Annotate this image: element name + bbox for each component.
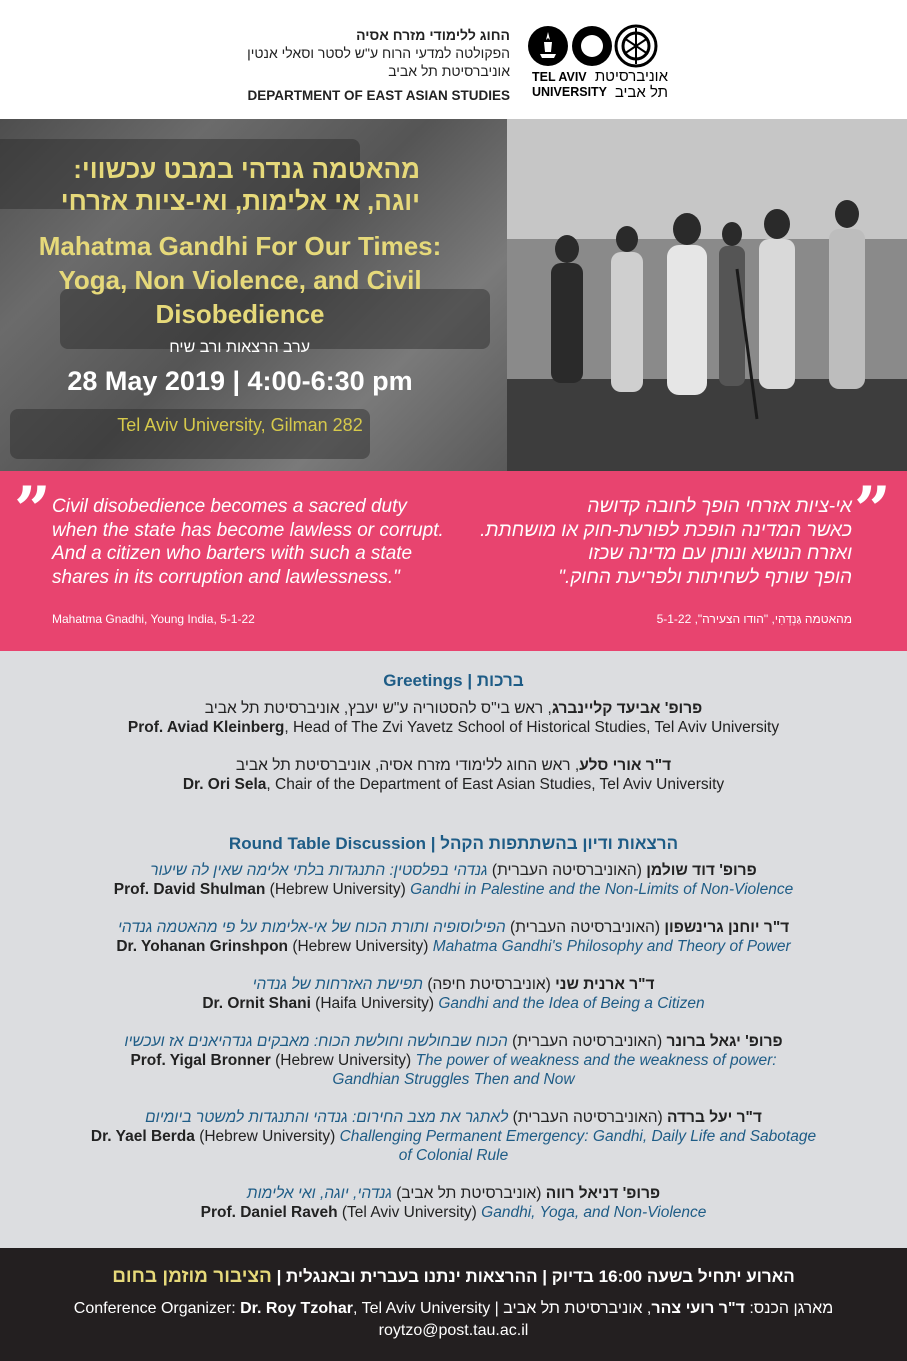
organizer-email[interactable]: roytzo@post.tau.ac.il (378, 1322, 529, 1339)
speaker-entry: פרופ' יגאל ברונר (האוניברסיטה העברית) הכוח שבחולשה וחולשת הכוח: מאבקים גנדהיאנים אז ועכשיו Prof. Yigal Bronner (Hebrew University) The power of weakness and the weakness of power: Gandhian Struggles Then and Now (124, 1033, 783, 1088)
photo-illustration (507, 119, 907, 471)
department-block (110, 26, 510, 106)
quote-he: אי-ציות אזרחי הופך לחובה קדושה כאשר המדינה הופכת לפורעת-חוק או מושחתת. ואזרח הנושא ונותן עם מדינה שכזו הופך שותף לשחיתות ולפריעת החוק." (480, 496, 852, 588)
speaker-entry: ד"ר יוחנן גרינשפון (האוניברסיטה העברית) הפילוסופיה ותורת הכוח של אי-אלימות על פי מהאטמה גנדהי Dr. Yohanan Grinshpon (Hebrew University) Mahatma Gandhi's Philosophy and Theory of Power (116, 919, 791, 955)
dept-he-line3: אוניברסיטת תל אביב (388, 63, 510, 79)
speaker-entry: ד"ר יעל ברדה (האוניברסיטה העברית) לאתגר את מצב החירום: גנדהי והתנגדות למשטר ביומיום Dr. Yael Berda (Hebrew University) Challenging Permanent Emergency: Gandhi, Daily Life and Sabotage of Colonial Rule (90, 1109, 817, 1164)
hero (0, 119, 907, 471)
quote-citation-en: Mahatma Gnadhi, Young India, 5-1-22 (52, 612, 255, 626)
quote-en: Civil disobedience becomes a sacred duty when the state has become lawless or corrupt. And a citizen who barters with such a state shares in its corruption and lawlessness." (52, 496, 444, 588)
title-he: מהאטמה גנדהי במבט עכשווי: יוגה, אי אלימות, ואי-ציות אזרחי (60, 154, 420, 216)
dept-en: DEPARTMENT OF EAST ASIAN STUDIES (247, 88, 510, 103)
speaker-entry: פרופ' דניאל רווה (אוניברסיטת תל אביב) גנדהי, יוגה, ואי אלימות Prof. Daniel Raveh (Tel Aviv University) Gandhi, Yoga, and Non-Violence (200, 1185, 707, 1221)
date-time: 28 May 2019 | 4:00-6:30 pm (67, 366, 413, 396)
organizer-line: Conference Organizer: Dr. Roy Tzohar, Tel Aviv University | מארגן הכנס: ד"ר רועי צהר, אוניברסיטת תל אביב (73, 1300, 834, 1317)
program (0, 651, 907, 1248)
hero-title-panel (0, 119, 507, 471)
title-en: Mahatma Gandhi For Our Times: Yoga, Non Violence, and Civil Disobedience (38, 231, 442, 329)
roundtable-title: Round Table Discussion | הרצאות ודיון בהשתתפות הקהל (228, 834, 679, 853)
quote-band (0, 471, 907, 651)
greeting-entry: ד"ר אורי סלע, ראש החוג ללימודי מזרח אסיה, אוניברסיטת תל אביב Dr. Ori Sela, Chair of the Department of East Asian Studies, Tel Aviv University (182, 757, 725, 793)
quote-mark-icon: ” (854, 473, 891, 548)
speaker-entry: פרופ' דוד שולמן (האוניברסיטה העברית) גנדהי בפלסטין: התנגדות בלתי אלימה שאין לה שיעור Prof. David Shulman (Hebrew University) Gandhi in Palestine and the Non-Limits of Non-Violence (113, 862, 794, 898)
subtitle-he: ערב הרצאות ורב שיח (169, 339, 310, 356)
gandhi-march-photo (507, 119, 907, 471)
tau-logo (526, 24, 676, 108)
footer (0, 1248, 907, 1361)
tau-logo-icon (526, 24, 676, 70)
venue: Tel Aviv University, Gilman 282 (117, 415, 363, 435)
quote-mark-icon: ” (14, 473, 51, 548)
quote-citation-he: מהאטמה גַּנְדְּהִי, "הודו הצעירה", 5-1-22 (656, 612, 852, 626)
dept-he-line1: החוג ללימודי מזרח אסיה (356, 27, 510, 43)
speaker-entry: ד"ר ארנית שני (אוניברסיטת חיפה) תפישת האזרחות של גנדהי Dr. Ornit Shani (Haifa University) Gandhi and the Idea of Being a Citizen (202, 976, 705, 1012)
event-notice: הארוע יתחיל בשעה 16:00 בדיוק | ההרצאות ינתנו בעברית ובאנגלית | הציבור מוזמן בחום (112, 1266, 795, 1287)
tau-he-name: אוניברסיטת תל אביב (594, 68, 668, 101)
dept-he-line2: הפקולטה למדעי הרוח ע"ש לסטר וסאלי אנטין (247, 45, 510, 61)
greeting-entry: פרופ' אביעד קליינברג, ראש בי"ס להסטוריה ע"ש יעבץ, אוניברסיטת תל אביב Prof. Aviad Kleinberg, Head of The Zvi Yavetz School of Historical Studies, Tel Aviv University (127, 700, 780, 736)
tau-en-name: TEL AVIV UNIVERSITY (532, 70, 608, 99)
header (0, 0, 907, 119)
greetings-title: Greetings | ברכות (383, 671, 524, 690)
